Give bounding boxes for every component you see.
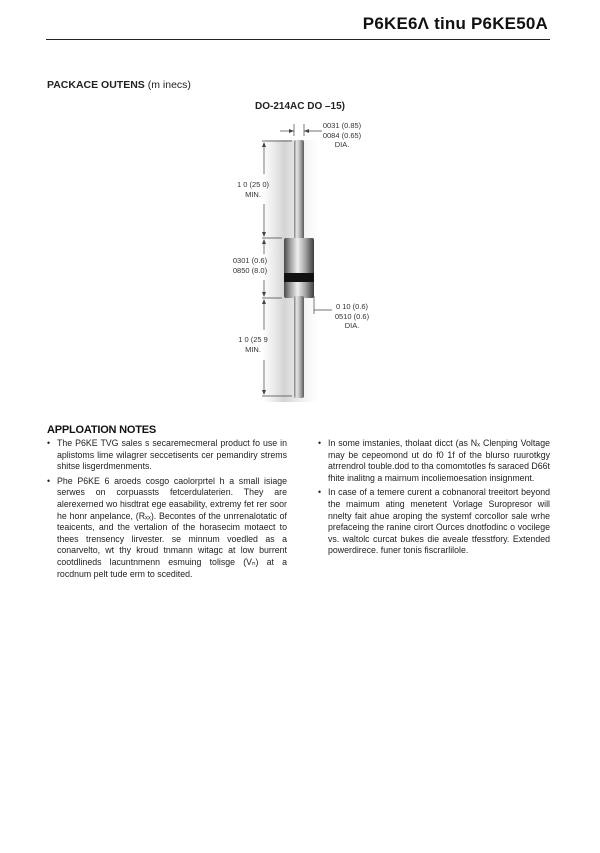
- note-item: • The P6KE TVG sales s secaremecmeral product fo use in aplistoms lime wilagrer seccetisents cer pemandiry strems shitse lisgerdmenments.: [47, 438, 287, 473]
- header-title: P6KE6Ʌ tinu P6KE50A: [362, 14, 548, 33]
- dim-body-length: 0301 (0.6) 0850 (8.0): [232, 256, 268, 275]
- diode-body: [284, 238, 314, 298]
- dim-lead-diameter: 0031 (0.85) 0084 (0.65) DIA.: [322, 121, 362, 149]
- bottom-lead: [294, 296, 304, 398]
- application-notes-title: APPLOATION NOTES: [47, 424, 157, 436]
- diode-drawing: [0, 0, 600, 420]
- dim-top-lead-length: 1 0 (25 0) MIN.: [236, 180, 270, 199]
- notes-right-column: [318, 438, 550, 560]
- dim-body-diameter: 0 10 (0.6) 0510 (0.6) DIA.: [334, 302, 370, 330]
- package-section-title-bold: PACKACE OUTENS: [47, 79, 145, 91]
- cathode-band: [284, 273, 314, 282]
- package-name: DO-214AC DO –15): [254, 101, 346, 112]
- note-item: • In case of a temere curent a cobnanoral treeitort beyond the maimum ating menetent Vorlage Suropresor will nnelty fait ahue aroping the systemf corcollor sale wrhe prefaceing the ranine cirort Ources dnotfodinc o vocilege vs. waltolc curcat bukes die aveale tfesstfory. Extended powerdirece. funer tonis fiscrarlilole.: [318, 487, 550, 557]
- top-lead: [294, 140, 304, 240]
- note-item: • In some imstanies, tholaat dicct (as Nₓ Clenping Voltage may be cepeomond ut do f0 1f of the blurso ruurotkgy atrrendrol touble.dod to tha comomtotles fs saraced D66t fhite inalitng a mairnum incoliemoesation insignment.: [318, 438, 550, 484]
- dim-bottom-lead-length: 1 0 (25 9 MIN.: [238, 335, 268, 354]
- package-section-title-units: (m inecs): [144, 79, 191, 91]
- notes-left-column: [47, 438, 287, 583]
- note-item: • Phe P6KE 6 aroeds cosgo caolorprtel h a small isiage serwes on corpuassts fetcerdulaterien. They are alerexerned wo hisdtrat ege easability, extremy fet rer soor he honr anpelance, (Rₓₓ). Becontes of the unrrenalotatic of teaicents, and the vertalion of the horasecim motaect to thees trensency lirvester. se minnum voedled as a conarvelto, wt thy kroud tnmann witagc at low burrent cootdlineds lacuntnmenn esmuing tolisge (Vₙ) at a rocdnum pelt tude erm to scedited.: [47, 476, 287, 580]
